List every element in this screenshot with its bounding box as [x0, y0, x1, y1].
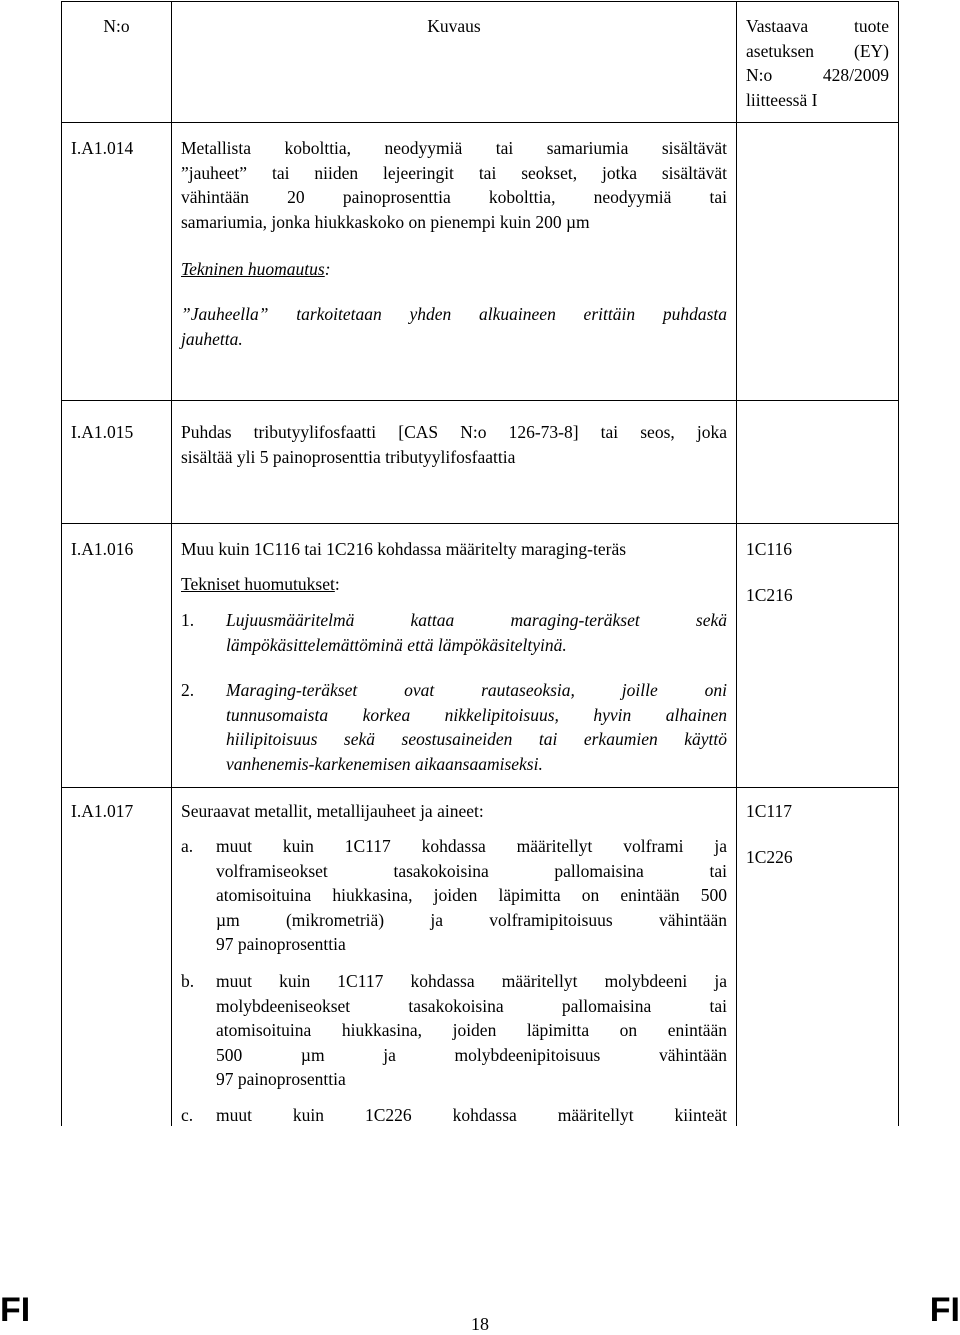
- row-016-note-1: [226, 608, 727, 657]
- item-line: 97 painoprosenttia: [216, 1069, 346, 1089]
- note-line: jauhetta.: [181, 328, 243, 349]
- description-line: sisältää yli 5 painoprosenttia tributyylifosfaattia: [181, 446, 516, 467]
- item-line: muut kuin 1C226 kohdassa määritellyt kiinteät: [216, 1105, 727, 1125]
- item-line: muut kuin 1C117 kohdassa määritellyt volframi ja: [216, 836, 727, 856]
- item-line: 500 µm ja molybdeenipitoisuus vähintään: [216, 1044, 727, 1065]
- row-border-015: [61, 400, 899, 401]
- row-017-description: Seuraavat metallit, metallijauheet ja aineet:: [181, 801, 484, 821]
- row-014-number: I.A1.014: [71, 138, 134, 158]
- item-line: muut kuin 1C117 kohdassa määritellyt molybdeeni ja: [216, 971, 727, 991]
- footer-language-mark-left: FI: [0, 1291, 31, 1329]
- row-016-number: I.A1.016: [71, 539, 134, 559]
- row-017-item-b-letter: b.: [181, 971, 195, 991]
- column-border-description: [736, 1, 737, 1126]
- row-016-code-2: 1C216: [746, 585, 793, 605]
- note-line: Lujuusmääritelmä kattaa maraging-teräkset sekä: [226, 610, 727, 630]
- header-description: Kuvaus: [427, 16, 481, 36]
- row-017-code-1: 1C117: [746, 801, 793, 821]
- description-line: vähintään 20 painoprosenttia kobolttia, neodyymiä tai: [181, 187, 727, 207]
- header-corresponding: [746, 14, 889, 112]
- notes-title-underlined: Tekniset huomutukset: [181, 574, 335, 594]
- item-line: molybdeeniseokset tasakokoisina pallomaisina tai: [216, 995, 727, 1016]
- note-line: tunnusomaista korkea nikkelipitoisuus, hyvin alhainen: [226, 704, 727, 725]
- header-no: N:o: [103, 16, 130, 36]
- note-line: Maraging-teräkset ovat rautaseoksia, joille oni: [226, 680, 727, 700]
- row-016-note-2-number: 2.: [181, 680, 195, 700]
- note-title-underlined: Tekninen huomautus: [181, 259, 325, 279]
- row-016-note-1-number: 1.: [181, 610, 195, 630]
- row-017-item-b: [216, 969, 727, 1092]
- row-border-016: [61, 523, 899, 524]
- header-corresponding-line: liitteessä I: [746, 89, 818, 110]
- row-border-017: [61, 787, 899, 788]
- item-line: atomisoituina hiukkasina, joiden läpimitta on enintään: [216, 1020, 727, 1040]
- row-017-item-a: [216, 834, 727, 957]
- row-016-note-2: [226, 678, 727, 776]
- note-line: hiilipitoisuus sekä seostusaineiden tai erkaumien käyttö: [226, 729, 727, 749]
- header-corresponding-line: asetuksen (EY): [746, 40, 889, 61]
- row-016-code-1: 1C116: [746, 539, 793, 559]
- row-014-note: [181, 302, 727, 351]
- column-border-left: [61, 1, 62, 1126]
- column-border-right: [898, 1, 899, 1126]
- row-016-notes-title: Tekniset huomutukset:: [181, 574, 340, 594]
- description-line: samariumia, jonka hiukkaskoko on pienempi kuin 200 µm: [181, 211, 590, 232]
- row-014-note-title: Tekninen huomautus:: [181, 259, 331, 279]
- page-number: 18: [471, 1314, 489, 1334]
- item-line: 97 painoprosenttia: [216, 934, 346, 954]
- note-line: vanhenemis-karkenemisen aikaansaamiseksi.: [226, 753, 543, 774]
- row-017-number: I.A1.017: [71, 801, 134, 821]
- item-line: µm (mikrometriä) ja volframipitoisuus vähintään: [216, 909, 727, 930]
- item-line: atomisoituina hiukkasina, joiden läpimitta on enintään 500: [216, 885, 727, 905]
- row-015-description: [181, 420, 727, 469]
- row-017-item-c: [216, 1103, 727, 1128]
- header-corresponding-line: Vastaava tuote: [746, 16, 889, 36]
- row-017-item-a-letter: a.: [181, 836, 194, 856]
- item-line: volframiseokset tasakokoisina pallomaisina tai: [216, 860, 727, 881]
- description-line: Puhdas tributyylifosfaatti [CAS N:o 126-73-8] tai seos, joka: [181, 422, 727, 442]
- description-line: Metallista kobolttia, neodyymiä tai samariumia sisältävät: [181, 138, 727, 158]
- row-014-description: [181, 136, 727, 234]
- row-016-description: Muu kuin 1C116 tai 1C216 kohdassa määritelty maraging-teräs: [181, 539, 627, 559]
- footer-language-mark-right: FI: [929, 1291, 960, 1329]
- column-border-no: [171, 1, 172, 1126]
- row-017-item-c-letter: c.: [181, 1105, 194, 1125]
- description-line: ”jauheet” tai niiden lejeeringit tai seokset, jotka sisältävät: [181, 162, 727, 183]
- row-017-code-2: 1C226: [746, 847, 793, 867]
- note-line: ”Jauheella” tarkoitetaan yhden alkuaineen erittäin puhdasta: [181, 304, 727, 324]
- table-top-border: [61, 1, 899, 2]
- row-015-number: I.A1.015: [71, 422, 134, 442]
- note-line: lämpökäsittelemättöminä että lämpökäsiteltyinä.: [226, 634, 567, 655]
- header-corresponding-line: N:o 428/2009: [746, 65, 889, 85]
- header-bottom-border: [61, 122, 899, 123]
